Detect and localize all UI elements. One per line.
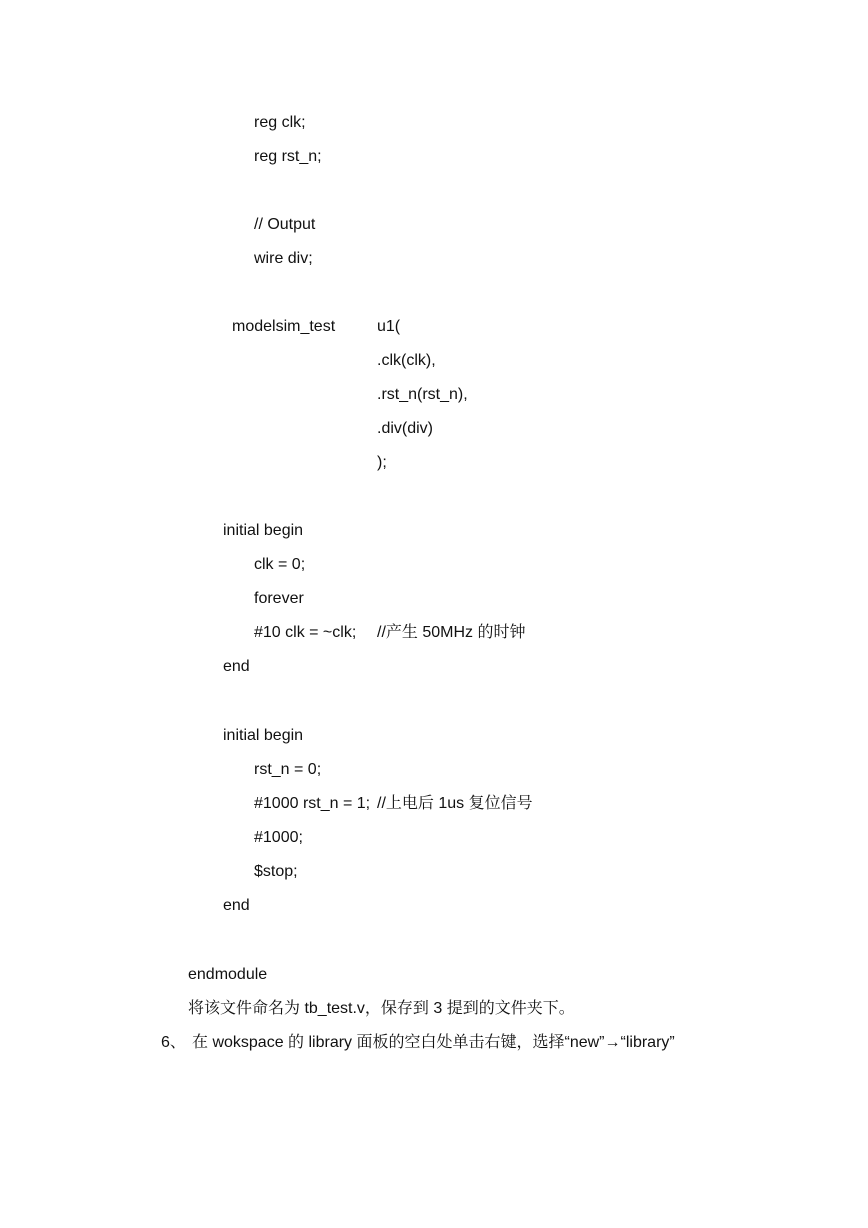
code-clk-init: clk = 0;: [254, 556, 306, 573]
code-line-wire-div: wire div;: [254, 250, 313, 267]
code-line-reg-clk: reg clk;: [254, 114, 306, 131]
code-comment-output: // Output: [254, 216, 316, 233]
step-number: 6、: [161, 1034, 186, 1051]
code-stop: $stop;: [254, 863, 298, 880]
code-instance-close: );: [377, 454, 387, 471]
code-clk-comment: //产生 50MHz 的时钟: [377, 624, 526, 641]
code-end-2: end: [223, 897, 250, 914]
code-endmodule: endmodule: [188, 966, 268, 983]
code-port-div: .div(div): [377, 420, 434, 437]
code-clk-toggle: #10 clk = ~clk;: [254, 624, 357, 641]
code-rst-init: rst_n = 0;: [254, 761, 322, 778]
code-port-clk: .clk(clk),: [377, 352, 436, 369]
code-rst-comment: //上电后 1us 复位信号: [377, 795, 533, 812]
code-initial-begin-1: initial begin: [223, 522, 304, 539]
code-instance-open: u1(: [377, 318, 401, 335]
code-port-rst-n: .rst_n(rst_n),: [377, 386, 468, 403]
save-note-paragraph: 将该文件命名为 tb_test.v，保存到 3 提到的文件夹下。: [188, 1000, 575, 1017]
code-forever: forever: [254, 590, 304, 607]
step-text: 在 wokspace 的 library 面板的空白处单击右键，选择“new”→“library”: [192, 1034, 675, 1051]
code-rst-set: #1000 rst_n = 1;: [254, 795, 371, 812]
code-end-1: end: [223, 658, 250, 675]
code-line-reg-rst-n: reg rst_n;: [254, 148, 322, 165]
code-module-name: modelsim_test: [232, 318, 336, 335]
code-delay: #1000;: [254, 829, 303, 846]
code-initial-begin-2: initial begin: [223, 727, 304, 744]
